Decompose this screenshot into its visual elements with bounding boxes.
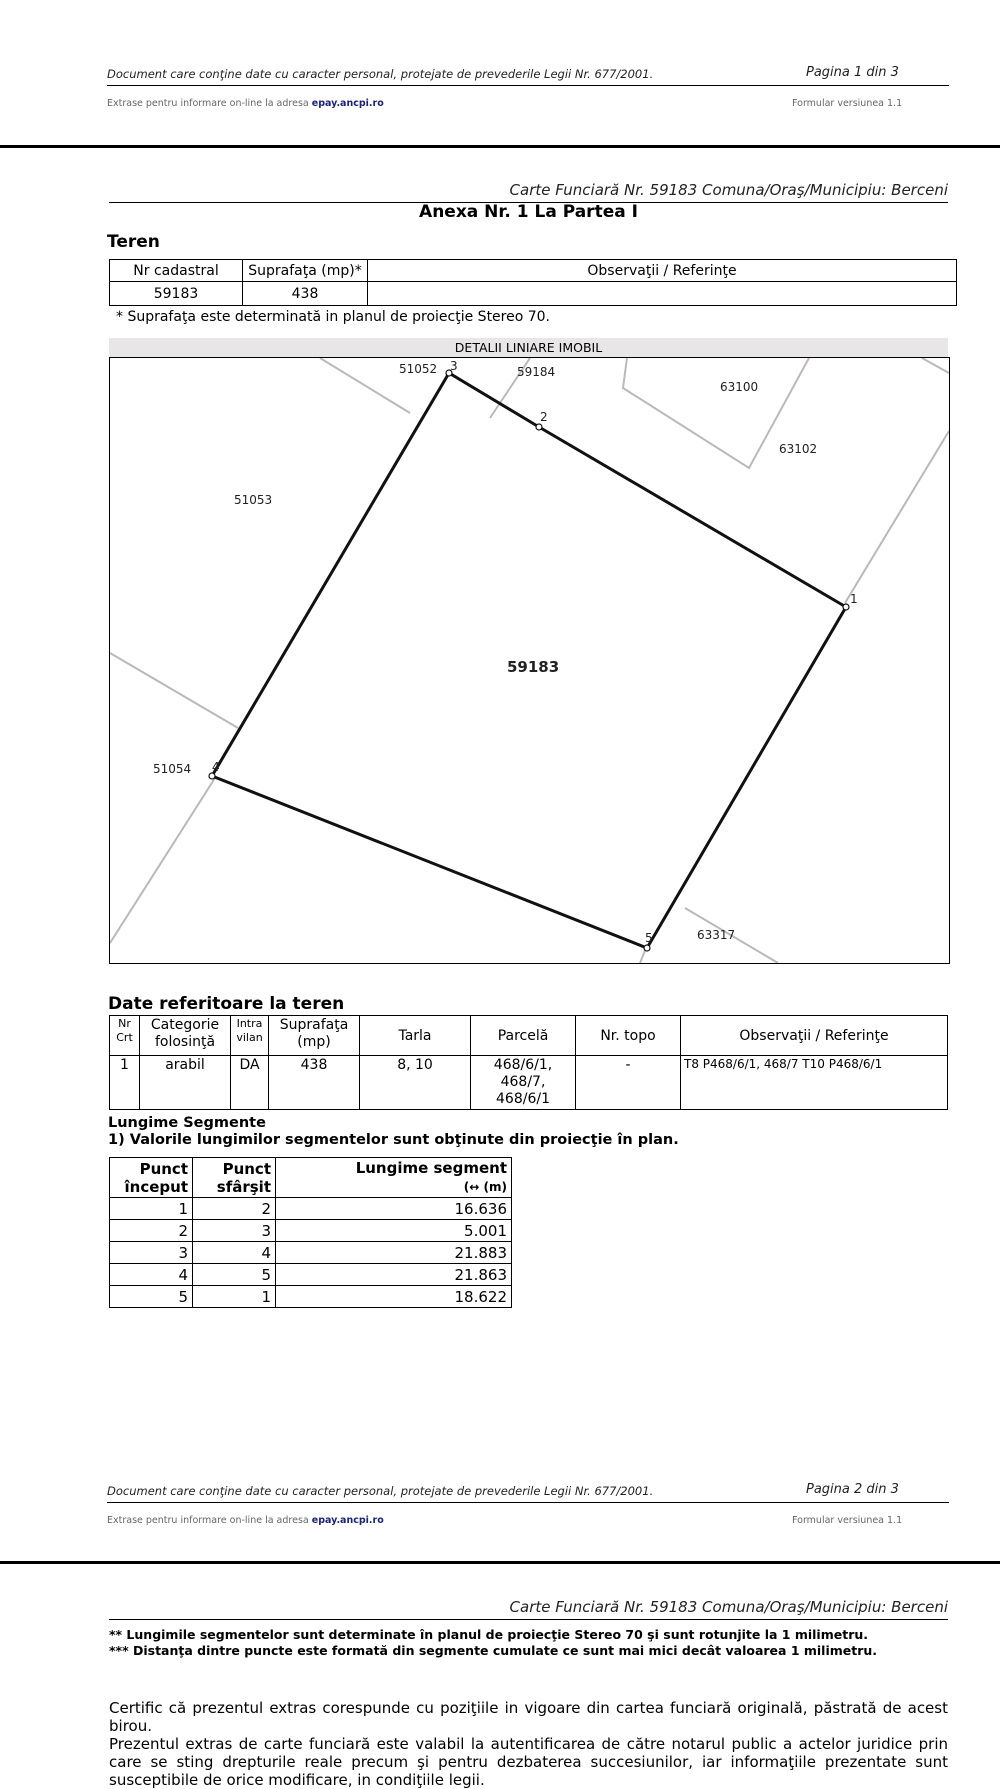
teren-table — [109, 259, 957, 306]
date-header-categorie: Categorie folosinţă — [140, 1016, 231, 1056]
segment-end: 5 — [193, 1264, 276, 1286]
teren-suprafata-value: 438 — [243, 282, 368, 306]
footer-site-link[interactable]: epay.ancpi.ro — [311, 98, 384, 109]
footer-extract-line — [107, 98, 384, 109]
date-teren-table — [109, 1015, 948, 1110]
notes-block — [109, 1627, 949, 1659]
segment-start: 2 — [110, 1220, 193, 1242]
neighbor-label-63102: 63102 — [779, 442, 818, 456]
segment-header-length-label: Lungime segment — [355, 1159, 507, 1177]
footer-form-version: Formular versiunea 1.1 — [792, 98, 903, 109]
cf-header-2: Carte Funciară Nr. 59183 Comuna/Oraş/Municipiu: Berceni — [509, 1598, 948, 1616]
point-label-4: 4 — [212, 760, 220, 774]
teren-header-suprafata: Suprafaţa (mp)* — [243, 260, 368, 282]
date-nrtopo-value: - — [576, 1056, 681, 1110]
neighbor-boundary-51054 — [110, 778, 215, 943]
note-rounding: ** Lungimile segmentelor sunt determinate în planul de proiecţie Stereo 70 şi sunt rotunjite la 1 milimetru. — [109, 1627, 869, 1642]
neighbor-label-51054: 51054 — [153, 762, 192, 776]
segment-end: 2 — [193, 1198, 276, 1220]
date-header-intravilan: Intra vilan — [231, 1016, 269, 1056]
neighbor-boundary-51053 — [110, 653, 238, 728]
segment-length: 18.622 — [276, 1286, 512, 1308]
vertex-1 — [843, 604, 849, 610]
segment-length: 5.001 — [276, 1220, 512, 1242]
date-tarla-value: 8, 10 — [360, 1056, 471, 1110]
teren-title: Teren — [107, 232, 160, 252]
date-categorie-value: arabil — [140, 1056, 231, 1110]
segment-length: 16.636 — [276, 1198, 512, 1220]
date-header-parcela: Parcelă — [471, 1016, 576, 1056]
parcel-plan — [109, 357, 950, 964]
footer-site-link-2[interactable]: epay.ancpi.ro — [311, 1515, 384, 1526]
teren-cadastral-value: 59183 — [110, 282, 243, 306]
footer-privacy-note-2: Document care conţine date cu caracter personal, protejate de prevederile Legii Nr. 677/2001. — [107, 1484, 654, 1498]
footer-page-number-2: Pagina 2 din 3 — [806, 1482, 899, 1497]
date-header-tarla: Tarla — [360, 1016, 471, 1056]
segment-unit: (↔ (m) — [463, 1180, 507, 1194]
point-label-1: 1 — [850, 592, 858, 606]
footer-extract-prefix-2: Extrase pentru informare on-line la adresa — [107, 1515, 309, 1526]
point-label-2: 2 — [540, 410, 548, 424]
date-header-suprafata: Suprafaţa (mp) — [269, 1016, 360, 1056]
teren-note: * Suprafaţa este determinată in planul de proiecţie Stereo 70. — [116, 309, 551, 325]
neighbor-label-63100: 63100 — [720, 380, 759, 394]
teren-header-observatii: Observaţii / Referinţe — [368, 260, 957, 282]
footer-extract-line-2 — [107, 1515, 384, 1526]
date-parcela-value: 468/6/1, 468/7, 468/6/1 — [471, 1056, 576, 1110]
segment-end: 4 — [193, 1242, 276, 1264]
certify-block — [109, 1699, 948, 1789]
table-row — [110, 1286, 512, 1308]
point-label-3: 3 — [450, 359, 458, 373]
teren-observatii-value — [368, 282, 957, 306]
teren-header-cadastral: Nr cadastral — [110, 260, 243, 282]
footer-rule — [107, 85, 949, 86]
segment-header-start: Punct început — [110, 1158, 193, 1198]
table-row — [110, 1198, 512, 1220]
plan-title: DETALII LINIARE IMOBIL — [109, 338, 948, 357]
segment-header-length — [276, 1158, 512, 1198]
footer-page-number: Pagina 1 din 3 — [806, 65, 899, 80]
table-row — [110, 1264, 512, 1286]
segment-table — [109, 1157, 512, 1308]
footer-extract-prefix: Extrase pentru informare on-line la adresa — [107, 98, 309, 109]
segment-end: 1 — [193, 1286, 276, 1308]
certify-text-2: Prezentul extras de carte funciară este valabil la autentificarea de către notarul public a actelor juridice prin care se sting drepturile reale precum şi pentru dezbaterea succesiunilor, iar informaţiile prezentate sunt susceptibile de orice modificare, in condiţiile legii. — [109, 1735, 948, 1789]
segment-start: 4 — [110, 1264, 193, 1286]
segment-start: 5 — [110, 1286, 193, 1308]
vertex-5 — [644, 945, 650, 951]
segment-end: 3 — [193, 1220, 276, 1242]
note-distance: *** Distanţa dintre puncte este formată din segmente cumulate ce sunt mai mici decât valoarea 1 milimetru. — [109, 1643, 878, 1658]
parcel-plan-svg — [110, 358, 949, 963]
date-intravilan-value: DA — [231, 1056, 269, 1110]
neighbor-boundary-63102 — [845, 431, 949, 603]
lungime-title: Lungime Segmente — [108, 1115, 266, 1131]
date-header-observatii: Observaţii / Referinţe — [681, 1016, 948, 1056]
neighbor-label-51052: 51052 — [399, 362, 438, 376]
cf-header: Carte Funciară Nr. 59183 Comuna/Oraş/Municipiu: Berceni — [509, 181, 948, 199]
segment-length: 21.863 — [276, 1264, 512, 1286]
neighbor-label-63317: 63317 — [697, 928, 736, 942]
date-nr-value: 1 — [110, 1056, 140, 1110]
parcel-label: 59183 — [507, 658, 560, 676]
date-teren-title: Date referitoare la teren — [108, 994, 345, 1014]
date-suprafata-value: 438 — [269, 1056, 360, 1110]
segment-start: 3 — [110, 1242, 193, 1264]
vertex-2 — [536, 424, 542, 430]
neighbor-boundary-top-right — [922, 358, 949, 373]
date-observatii-value: T8 P468/6/1, 468/7 T10 P468/6/1 — [681, 1056, 948, 1110]
table-row — [110, 1242, 512, 1264]
certify-text-1: Certific că prezentul extras corespunde cu poziţiile in vigoare din cartea funciară originală, păstrată de acest birou. — [109, 1699, 948, 1735]
footer-form-version-2: Formular versiunea 1.1 — [792, 1515, 903, 1526]
neighbor-label-51053: 51053 — [234, 493, 273, 507]
footer-privacy-note: Document care conţine date cu caracter personal, protejate de prevederile Legii Nr. 677/2001. — [107, 67, 654, 81]
header-rule-2 — [109, 1619, 948, 1620]
annex-title: Anexa Nr. 1 La Partea I — [419, 202, 638, 222]
segment-header-end: Punct sfârşit — [193, 1158, 276, 1198]
date-header-nr: Nr Crt — [110, 1016, 140, 1056]
page-break — [0, 145, 1000, 148]
segment-length: 21.883 — [276, 1242, 512, 1264]
segment-start: 1 — [110, 1198, 193, 1220]
neighbor-boundary-51052 — [320, 358, 410, 413]
table-row — [110, 1220, 512, 1242]
lungime-subtitle: 1) Valorile lungimilor segmentelor sunt obţinute din proiecţie în plan. — [108, 1132, 679, 1148]
date-header-nrtopo: Nr. topo — [576, 1016, 681, 1056]
point-label-5: 5 — [645, 931, 653, 945]
page-break-2 — [0, 1561, 1000, 1564]
neighbor-label-59184: 59184 — [517, 365, 556, 379]
footer-rule-2 — [107, 1502, 949, 1503]
